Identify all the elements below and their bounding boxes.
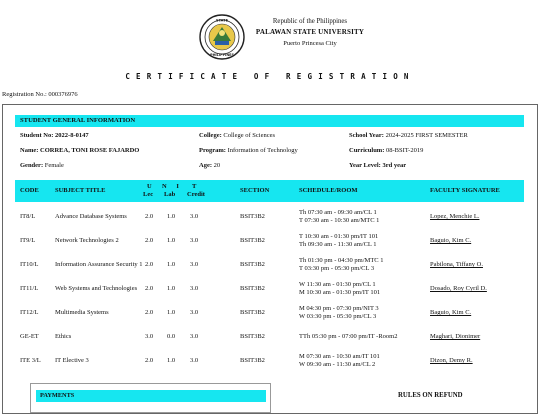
col-section: SECTION	[240, 187, 270, 194]
row-lec: 2.0	[145, 309, 154, 316]
row-lec: 2.0	[145, 237, 154, 244]
row-lab: 1.0	[167, 357, 176, 364]
row-credit: 3.0	[190, 261, 199, 268]
certificate-title: CERTIFICATE OF REGISTRATION	[125, 72, 415, 81]
row-schedule-2: Th 09:30 am - 11:30 am/CL 1	[299, 241, 377, 248]
student-no-value: 2022-8-0147	[55, 132, 89, 139]
col-subject-title: SUBJECT TITLE	[55, 187, 106, 194]
row-lab: 1.0	[167, 261, 176, 268]
row-credit: 3.0	[190, 213, 199, 220]
row-section: BSIT3B2	[240, 213, 265, 220]
col-lec: Lec	[143, 191, 154, 198]
curriculum-value: 08-BSIT-2019	[386, 147, 424, 154]
row-schedule-2: W 03:30 pm - 05:30 pm/CL 3	[299, 313, 377, 320]
row-code: IT10/L	[20, 261, 39, 268]
row-lec: 2.0	[145, 261, 154, 268]
college-field	[199, 131, 275, 141]
row-faculty: Lopez, Menchie L.	[430, 213, 480, 220]
row-subject: Multimedia Systems	[55, 309, 109, 316]
row-faculty: Baguio, Kim C.	[430, 309, 472, 316]
university-name: PALAWAN STATE UNIVERSITY	[255, 28, 365, 36]
school-year-field	[349, 131, 468, 141]
university-name-block	[250, 16, 370, 49]
age-field	[199, 161, 220, 171]
row-lec: 3.0	[145, 333, 154, 340]
table-row	[15, 325, 524, 349]
row-code: GE-ET	[20, 333, 39, 340]
student-no-field	[20, 131, 89, 141]
row-schedule-2: T 03:30 pm - 05:30 pm/CL 3	[299, 265, 375, 272]
year-level-value: 3rd year	[382, 162, 407, 169]
row-faculty: Pabilona, Tiffany O.	[430, 261, 483, 268]
year-level-field	[349, 161, 406, 171]
row-code: ITE 3/L	[20, 357, 41, 364]
row-subject: Web Systems and Technologies	[55, 285, 138, 292]
row-section: BSIT3B2	[240, 261, 265, 268]
student-no-label: Student No:	[20, 132, 54, 139]
document-header	[0, 8, 540, 68]
row-section: BSIT3B2	[240, 357, 265, 364]
payments-header: PAYMENTS	[36, 390, 266, 402]
program-label: Program:	[199, 147, 226, 154]
row-lab: 1.0	[167, 237, 176, 244]
table-row	[15, 349, 524, 373]
name-value: CORREA, TONI ROSE FAJARDO	[40, 147, 140, 154]
row-credit: 3.0	[190, 357, 199, 364]
col-schedule-room: SCHEDULE/ROOM	[299, 187, 358, 194]
year-level-label: Year Level:	[349, 162, 381, 169]
row-schedule-1: T 10:30 am - 01:30 pm/IT 101	[299, 233, 379, 240]
curriculum-field	[349, 146, 423, 156]
university-seal-icon	[199, 14, 245, 60]
school-year-label: School Year:	[349, 132, 384, 139]
registration-number: Registration No.: 000376976	[2, 91, 78, 98]
row-lab: 0.0	[167, 333, 176, 340]
name-label: Name:	[20, 147, 39, 154]
col-credit: Credit	[187, 191, 205, 198]
row-lab: 1.0	[167, 285, 176, 292]
subjects-table-header	[15, 180, 524, 202]
name-field	[20, 146, 139, 156]
row-credit: 3.0	[190, 309, 199, 316]
table-row	[15, 229, 524, 253]
col-lab: Lab	[164, 191, 176, 198]
row-credit: 3.0	[190, 237, 199, 244]
school-year-value: 2024-2025 FIRST SEMESTER	[385, 132, 468, 139]
student-info-header: STUDENT GENERAL INFORMATION	[15, 115, 524, 127]
row-schedule-1: TTh 05:30 pm - 07:00 pm/IT -Room2	[299, 333, 398, 340]
row-credit: 3.0	[190, 333, 199, 340]
program-field	[199, 146, 298, 156]
svg-text:STATE: STATE	[215, 18, 229, 23]
row-lec: 2.0	[145, 357, 154, 364]
row-subject: Information Assurance Security 1	[55, 261, 143, 268]
row-schedule-2: W 09:30 am - 11:30 am/CL 2	[299, 361, 376, 368]
row-code: IT12/L	[20, 309, 39, 316]
row-schedule-1: W 11:30 am - 01:30 pm/CL 1	[299, 281, 376, 288]
row-credit: 3.0	[190, 285, 199, 292]
table-row	[15, 253, 524, 277]
row-lab: 1.0	[167, 213, 176, 220]
row-lec: 2.0	[145, 213, 154, 220]
row-lab: 1.0	[167, 309, 176, 316]
row-schedule-1: M 07:30 am - 10:30 am/IT 101	[299, 353, 380, 360]
row-subject: Network Technologies 2	[55, 237, 119, 244]
row-schedule-1: Th 07:30 am - 09:30 am/CL 1	[299, 209, 377, 216]
row-code: IT8/L	[20, 213, 36, 220]
program-value: Information of Technology	[227, 147, 298, 154]
refund-rules-title: RULES ON REFUND	[398, 392, 463, 399]
republic-line: Republic of the Philippines	[272, 18, 348, 25]
row-section: BSIT3B2	[240, 285, 265, 292]
row-faculty: Baguio, Kim C.	[430, 237, 472, 244]
college-label: College:	[199, 132, 222, 139]
row-faculty: Dizon, Demy R.	[430, 357, 473, 364]
table-row	[15, 301, 524, 325]
row-schedule-2: T 07:30 am - 10:30 am/MTC 1	[299, 217, 380, 224]
gender-label: Gender:	[20, 162, 44, 169]
table-row	[15, 205, 524, 229]
col-units-top-t: T	[192, 183, 197, 190]
age-label: Age:	[199, 162, 212, 169]
gender-value: Female	[44, 162, 64, 169]
gender-field	[20, 161, 64, 171]
col-code: CODE	[20, 187, 39, 194]
row-faculty: Dosado, Roy Cyril D.	[430, 285, 487, 292]
row-subject: IT Elective 3	[55, 357, 89, 364]
col-faculty-signature: FACULTY SIGNATURE	[430, 187, 500, 194]
row-schedule-1: M 04:30 pm - 07:30 pm/NIT 3	[299, 305, 379, 312]
row-section: BSIT3B2	[240, 237, 265, 244]
svg-text:PHILIPPINES: PHILIPPINES	[210, 53, 234, 57]
row-section: BSIT3B2	[240, 309, 265, 316]
col-units-top-u: U	[147, 183, 152, 190]
table-row	[15, 277, 524, 301]
row-schedule-2: M 10:30 am - 01:30 pm/IT 101	[299, 289, 381, 296]
row-subject: Advance Database Systems	[55, 213, 127, 220]
col-units-top-ni: N I	[162, 183, 183, 190]
city-line: Puerto Princesa City	[283, 40, 337, 47]
row-code: IT9/L	[20, 237, 36, 244]
row-lec: 2.0	[145, 285, 154, 292]
row-schedule-1: Th 01:30 pm - 04:30 pm/MTC 1	[299, 257, 384, 264]
row-faculty: Maghari, Dionimer	[430, 333, 481, 340]
row-section: BSIT3B2	[240, 333, 265, 340]
row-code: IT11/L	[20, 285, 39, 292]
age-value: 20	[213, 162, 221, 169]
row-subject: Ethics	[55, 333, 72, 340]
curriculum-label: Curriculum:	[349, 147, 385, 154]
college-value: College of Sciences	[223, 132, 275, 139]
